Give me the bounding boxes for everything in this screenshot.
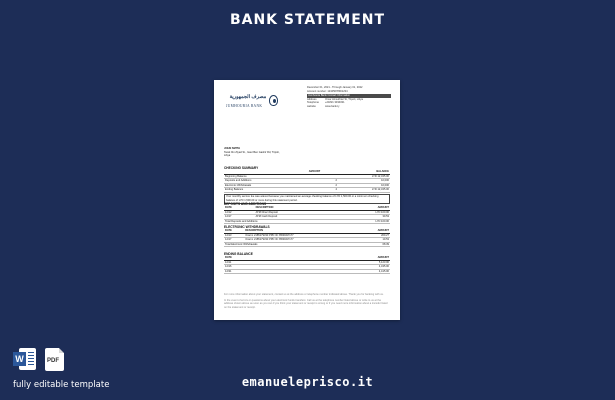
withdrawals-table [224,229,390,247]
table-cell: Orarnc 2185179333 PPD ID: 8596497177 [244,238,359,243]
customer-address-block [224,147,304,158]
table-cell: 10,000 [341,179,390,184]
withdrawals-total-value: 68.39 [359,242,390,247]
contact-value: Omar Almukhtar St, Tripoli, Libya [325,97,363,101]
table-cell: 39.53 [339,215,390,220]
deposits-title: DEPOSITS AND ADDITIONS [224,202,267,206]
ending-balance-section [224,252,390,274]
table-cell: Beginning Balance [224,174,297,179]
word-icon [13,348,37,370]
contact-value: www.bank.ly [325,104,340,108]
ending-balance-title: ENDING BALANCE [224,252,253,256]
table-cell [297,188,332,193]
deposits-total-label: Total Deposits and Additions [224,219,339,224]
footer-note-1: For more information about your statement, contact us at the address or telephone number indicated above. Thank you for banking with us. [224,293,384,296]
table-cell: 19.53 [359,238,390,243]
table-cell: LYD 100.00 [339,210,390,215]
contact-bar: Jumhouria Bank Contact Information [307,94,391,98]
table-cell: 4,435.00 [290,265,390,270]
pdf-label: PDF [47,358,59,364]
table-cell: Ending Balance [224,188,297,193]
pdf-icon [45,348,64,371]
column-header: AMOUNT [297,170,332,174]
table-cell: 12/11 [224,260,290,265]
table-row [224,188,390,193]
table-cell: 12/12 [224,210,255,215]
footer-note-2: In the event of errors or questions about your electronic funds transfers: Call us at the telephone number listed above or write to us at the address shown above as soon as you can if you think your statement or receipt is wrong or if you need more information about a transfer listed on the statement or receipt. [224,298,388,309]
customer-name: JOHN SMITH [224,147,240,150]
table-cell: Deposits and Additions [224,179,297,184]
account-number: Account number: 12345678901234 [307,89,348,93]
deposits-section [224,202,390,224]
statement-period: December 01, 2021 - Through January 01, 2022 [307,86,363,89]
bank-logo [224,93,284,111]
statement-header [307,86,391,108]
service-fee-note: Your monthly service fee was waived because you maintained an average checking balance of LYD 1,500.00 or a minimum checking balance of LYD 1,500.00 or more during this statement period. [224,194,390,204]
withdrawals-section [224,225,390,247]
contact-row [307,105,391,109]
contact-key: website [307,104,316,108]
column-header: BALANCE [341,170,390,174]
customer-country: Libya [224,154,231,157]
template-caption: fully editable template [13,380,110,390]
column-header: DESCRIPTION [255,206,339,210]
file-format-icons [13,348,73,372]
column-header: AMOUNT [290,256,390,260]
table-cell: 5,123.00 [290,260,390,265]
table-cell: ATM Direct Deposit [255,210,339,215]
word-letter: W [13,352,26,366]
customer-address: Tarek Ibn Ziyad St., Gasr Ben Gashir Rd, Tripoli, [224,150,280,154]
bank-name-arabic: مصرف الجمهورية [229,94,267,100]
contact-value: +21821 3334031 [325,101,345,104]
contact-key: Telephone [307,101,319,104]
deposits-total-value: LYD 100.00 [339,219,390,224]
table-cell: 4 [332,188,341,193]
withdrawals-total-label: Total Electronic Withdrawals [224,242,359,247]
withdrawals-title: ELECTRONIC WITHDRAWALS [224,225,270,229]
table-cell: ATM Cash Deposit [255,215,339,220]
column-header: DESCRIPTION [244,229,359,233]
table-cell: 10,000 [341,183,390,188]
deposits-table [224,206,390,224]
column-header: DATE [224,256,290,260]
table-cell: 12/16 [224,265,290,270]
bank-name: JUMHOURIA BANK [226,104,263,108]
table-cell: Orarnc 2185179333 PPD ID: 8596497177 [244,233,359,238]
table-cell: LYD 12,345.00 [341,174,390,179]
statement-footer [224,293,390,309]
column-header: DATE [224,229,244,233]
table-cell: Electronic Withdrawals [224,183,297,188]
page-title: BANK STATEMENT [229,12,386,28]
column-header: AMOUNT [339,206,390,210]
table-cell: 209.27 [359,233,390,238]
checking-summary-title: CHECKING SUMMARY [224,166,259,170]
column-header: AMOUNT [359,229,390,233]
table-cell: 4,415.00 [290,269,390,274]
column-header: DATE [224,206,255,210]
contact-key: Address [307,97,317,101]
checking-summary [224,166,390,204]
table-cell: 12/17 [224,215,255,220]
ending-balance-table [224,256,390,274]
table-cell: 2 [332,179,341,184]
table-row [224,269,390,274]
table-cell: 12/31 [224,269,290,274]
table-cell: 2 [332,183,341,188]
contact-info [307,98,391,109]
bank-statement-preview[interactable] [214,80,400,320]
checking-summary-table [224,170,390,193]
table-cell: LYD 12,345.00 [341,188,390,193]
table-cell: 12/17 [224,238,244,243]
bank-emblem-icon [269,95,278,106]
brand-link[interactable]: emanueleprisco.it [241,375,374,389]
table-cell: 12/13 [224,233,244,238]
